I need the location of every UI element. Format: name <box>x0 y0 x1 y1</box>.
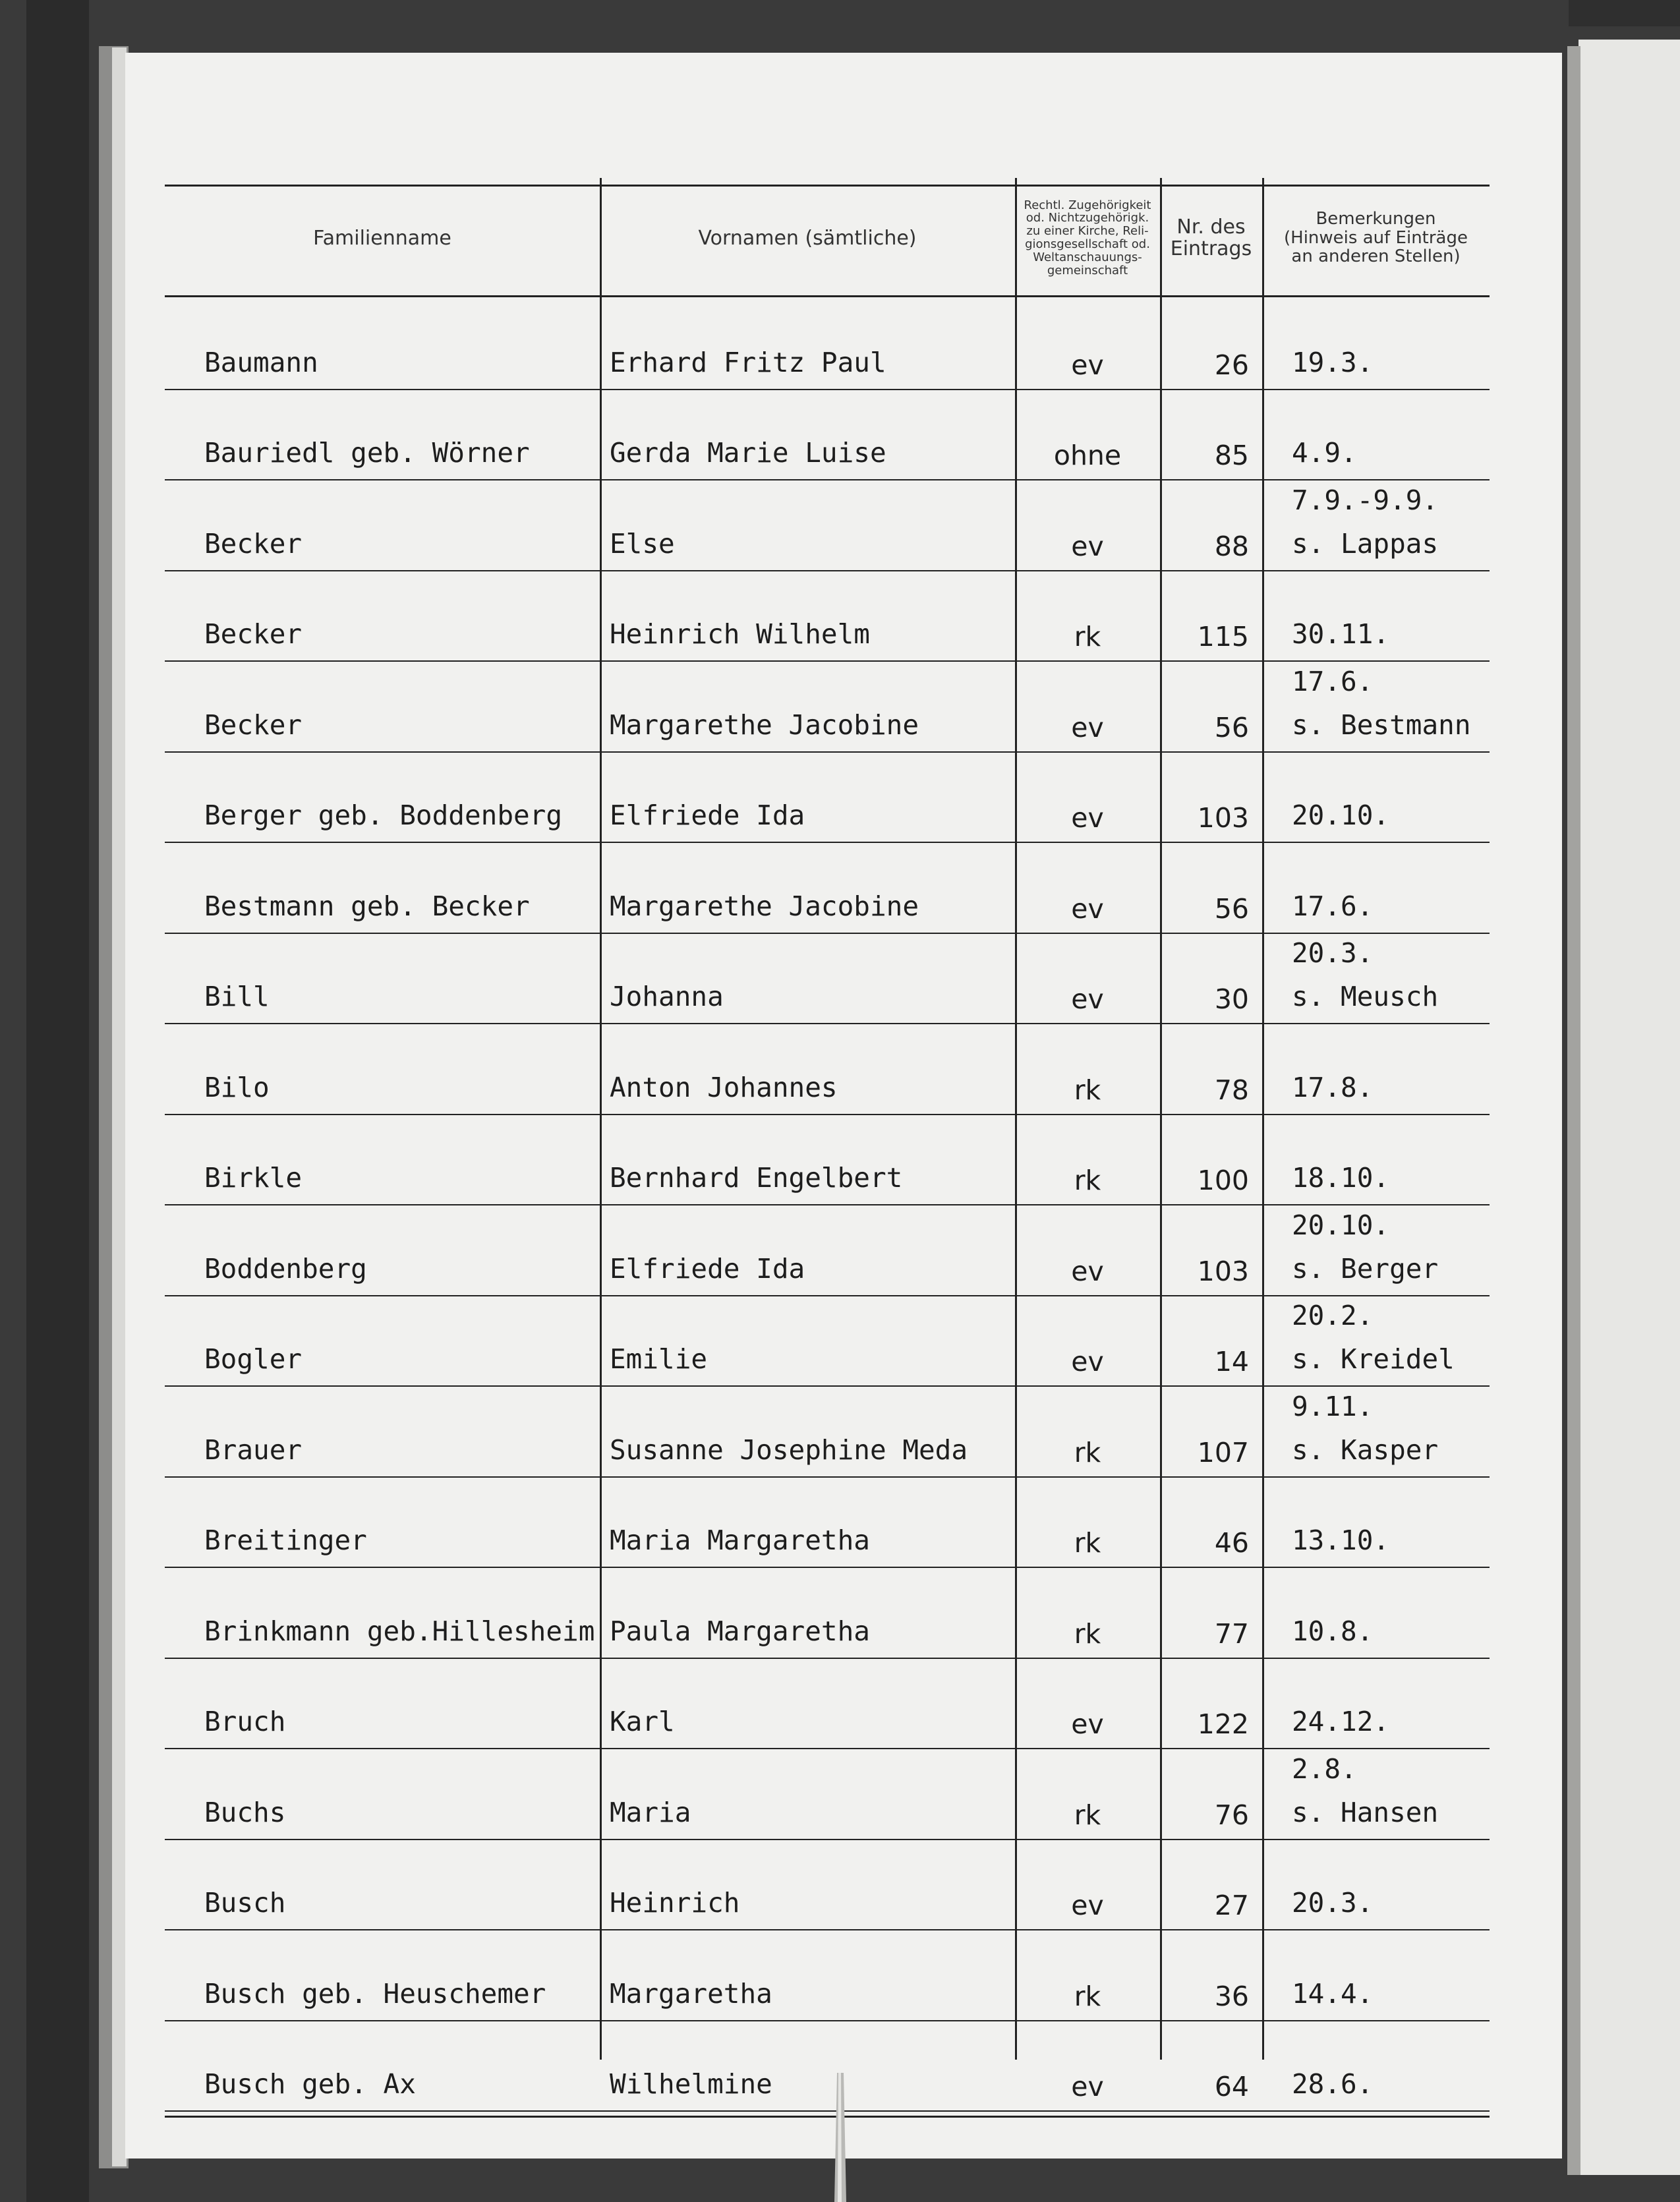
row-family-name: Bruch <box>204 1706 286 1737</box>
row-entry-number: 14 <box>1214 1346 1249 1377</box>
row-family-name: Brinkmann geb.Hillesheim <box>204 1615 595 1647</box>
row-rule <box>165 751 1490 753</box>
row-family-name: Buchs <box>204 1796 286 1828</box>
row-family-name: Breitinger <box>204 1524 367 1556</box>
header-given-names: Vornamen (sämtliche) <box>698 226 917 250</box>
row-given-names: Susanne Josephine Meda <box>610 1434 968 1466</box>
row-affiliation: rk <box>1074 1165 1101 1196</box>
row-remark-line: 20.2. <box>1292 1300 1374 1331</box>
row-entry-number: 27 <box>1214 1890 1249 1921</box>
row-affiliation: ev <box>1071 1890 1104 1921</box>
row-remark-line: 17.8. <box>1292 1071 1374 1103</box>
row-family-name: Bestmann geb. Becker <box>204 890 530 922</box>
row-remark-line: s. Kreidel <box>1292 1343 1455 1375</box>
row-remark-line: 13.10. <box>1292 1524 1390 1556</box>
row-remark-line: 9.11. <box>1292 1390 1374 1422</box>
row-remark-line: 17.6. <box>1292 890 1374 922</box>
row-remark-line: s. Kasper <box>1292 1434 1439 1466</box>
row-rule <box>165 389 1490 390</box>
row-family-name: Birkle <box>204 1162 303 1194</box>
row-given-names: Gerda Marie Luise <box>610 437 886 469</box>
row-given-names: Margarethe Jacobine <box>610 890 919 922</box>
row-family-name: Busch geb. Heuschemer <box>204 1977 546 2010</box>
row-remark-line: 14.4. <box>1292 1977 1374 2010</box>
row-given-names: Maria Margaretha <box>610 1524 870 1556</box>
row-given-names: Heinrich <box>610 1887 740 1919</box>
row-affiliation: rk <box>1074 1799 1101 1831</box>
header-bottom-rule <box>165 295 1490 297</box>
row-affiliation: ev <box>1071 983 1104 1015</box>
row-affiliation: rk <box>1074 1074 1101 1106</box>
row-rule <box>165 2020 1490 2021</box>
row-remark-line: s. Lappas <box>1292 527 1439 560</box>
row-given-names: Johanna <box>610 981 724 1012</box>
row-entry-number: 46 <box>1214 1527 1249 1559</box>
row-family-name: Bogler <box>204 1343 303 1375</box>
row-remark-line: 2.8. <box>1292 1753 1357 1785</box>
row-family-name: Bilo <box>204 1071 270 1103</box>
row-given-names: Elfriede Ida <box>610 1252 805 1285</box>
row-rule <box>165 570 1490 571</box>
row-entry-number: 56 <box>1214 711 1249 743</box>
row-remark-line: s. Hansen <box>1292 1796 1439 1828</box>
row-given-names: Karl <box>610 1706 675 1737</box>
row-family-name: Boddenberg <box>204 1252 367 1285</box>
row-given-names: Bernhard Engelbert <box>610 1162 903 1194</box>
row-given-names: Maria <box>610 1796 691 1828</box>
row-affiliation: rk <box>1074 1980 1101 2012</box>
row-rule <box>165 1748 1490 1749</box>
row-entry-number: 56 <box>1214 892 1249 925</box>
row-remark-line: s. Berger <box>1292 1252 1439 1285</box>
row-rule <box>165 1929 1490 1930</box>
row-entry-number: 115 <box>1197 621 1249 652</box>
row-remark-line: 20.10. <box>1292 799 1390 831</box>
row-family-name: Busch geb. Ax <box>204 2068 416 2100</box>
row-remark-line: 20.3. <box>1292 1887 1374 1919</box>
row-entry-number: 100 <box>1197 1165 1249 1196</box>
row-entry-number: 103 <box>1197 802 1249 834</box>
row-entry-number: 26 <box>1214 349 1249 381</box>
row-entry-number: 64 <box>1214 2071 1249 2102</box>
row-remark-line: 4.9. <box>1292 437 1357 469</box>
name-register-table <box>165 122 1490 2102</box>
row-entry-number: 107 <box>1197 1436 1249 1468</box>
row-given-names: Else <box>610 527 675 560</box>
row-rule <box>165 1023 1490 1024</box>
row-family-name: Busch <box>204 1887 286 1919</box>
row-family-name: Bill <box>204 981 270 1012</box>
row-rule <box>165 1114 1490 1115</box>
row-remark-line: 19.3. <box>1292 346 1374 378</box>
row-remark-line: 28.6. <box>1292 2068 1374 2100</box>
row-remark-line: s. Meusch <box>1292 981 1439 1012</box>
pen-tip <box>824 2073 857 2202</box>
row-given-names: Emilie <box>610 1343 708 1375</box>
row-rule <box>165 1567 1490 1568</box>
row-given-names: Margarethe Jacobine <box>610 709 919 741</box>
row-family-name: Bauriedl geb. Wörner <box>204 437 530 469</box>
row-affiliation: ev <box>1071 1255 1104 1287</box>
register-page <box>125 53 1562 2159</box>
row-remark-line: 20.3. <box>1292 937 1374 969</box>
row-family-name: Becker <box>204 618 303 650</box>
row-family-name: Baumann <box>204 346 318 378</box>
row-remark-line: 30.11. <box>1292 618 1390 650</box>
row-rule <box>165 1295 1490 1296</box>
row-entry-number: 36 <box>1214 1980 1249 2012</box>
row-family-name: Becker <box>204 527 303 560</box>
row-affiliation: ev <box>1071 892 1104 925</box>
row-given-names: Wilhelmine <box>610 2068 772 2100</box>
row-entry-number: 122 <box>1197 1708 1249 1740</box>
row-remark-line: 7.9.-9.9. <box>1292 484 1439 516</box>
row-rule <box>165 1476 1490 1478</box>
row-entry-number: 88 <box>1214 530 1249 562</box>
row-affiliation: ev <box>1071 349 1104 381</box>
row-affiliation: ev <box>1071 2071 1104 2102</box>
row-rule <box>165 933 1490 934</box>
header-entry-number: Nr. des Eintrags <box>1170 216 1252 260</box>
row-affiliation: rk <box>1074 1436 1101 1468</box>
row-rule <box>165 1658 1490 1659</box>
row-affiliation: rk <box>1074 621 1101 652</box>
row-given-names: Paula Margaretha <box>610 1615 870 1647</box>
row-rule <box>165 1385 1490 1387</box>
row-entry-number: 30 <box>1214 983 1249 1015</box>
row-rule <box>165 479 1490 480</box>
row-entry-number: 78 <box>1214 1074 1249 1106</box>
row-entry-number: 85 <box>1214 440 1249 471</box>
row-affiliation: ev <box>1071 530 1104 562</box>
row-affiliation: ohne <box>1053 440 1122 471</box>
row-remark-line: 20.10. <box>1292 1209 1390 1241</box>
row-remark-line: s. Bestmann <box>1292 709 1471 741</box>
row-given-names: Anton Johannes <box>610 1071 838 1103</box>
row-affiliation: rk <box>1074 1527 1101 1559</box>
row-entry-number: 77 <box>1214 1617 1249 1650</box>
row-rule <box>165 1204 1490 1205</box>
column-rule <box>600 178 602 2060</box>
row-family-name: Berger geb. Boddenberg <box>204 799 563 831</box>
row-rule <box>165 660 1490 662</box>
column-rule <box>1262 178 1264 2060</box>
row-remark-line: 17.6. <box>1292 665 1374 697</box>
header-family-name: Familienname <box>313 226 451 250</box>
row-remark-line: 18.10. <box>1292 1162 1390 1194</box>
header-affiliation: Rechtl. Zugehörigkeit od. Nichtzugehörigk. zu einer Kirche, Reli- gionsgesellschaft od. Weltanschauungs- gemeinschaft <box>1024 198 1151 277</box>
row-given-names: Erhard Fritz Paul <box>610 346 886 378</box>
row-affiliation: ev <box>1071 1708 1104 1740</box>
header-remarks: Bemerkungen (Hinweis auf Einträge an anderen Stellen) <box>1284 209 1468 267</box>
row-remark-line: 10.8. <box>1292 1615 1374 1647</box>
row-affiliation: ev <box>1071 1346 1104 1377</box>
row-family-name: Becker <box>204 709 303 741</box>
row-rule <box>165 842 1490 843</box>
row-entry-number: 76 <box>1214 1799 1249 1831</box>
row-affiliation: ev <box>1071 802 1104 834</box>
row-remark-line: 24.12. <box>1292 1706 1390 1737</box>
row-given-names: Elfriede Ida <box>610 799 805 831</box>
row-given-names: Margaretha <box>610 1977 772 2010</box>
row-given-names: Heinrich Wilhelm <box>610 618 870 650</box>
row-rule <box>165 1839 1490 1840</box>
row-entry-number: 103 <box>1197 1255 1249 1287</box>
row-family-name: Brauer <box>204 1434 303 1466</box>
row-affiliation: ev <box>1071 711 1104 743</box>
row-affiliation: rk <box>1074 1617 1101 1650</box>
